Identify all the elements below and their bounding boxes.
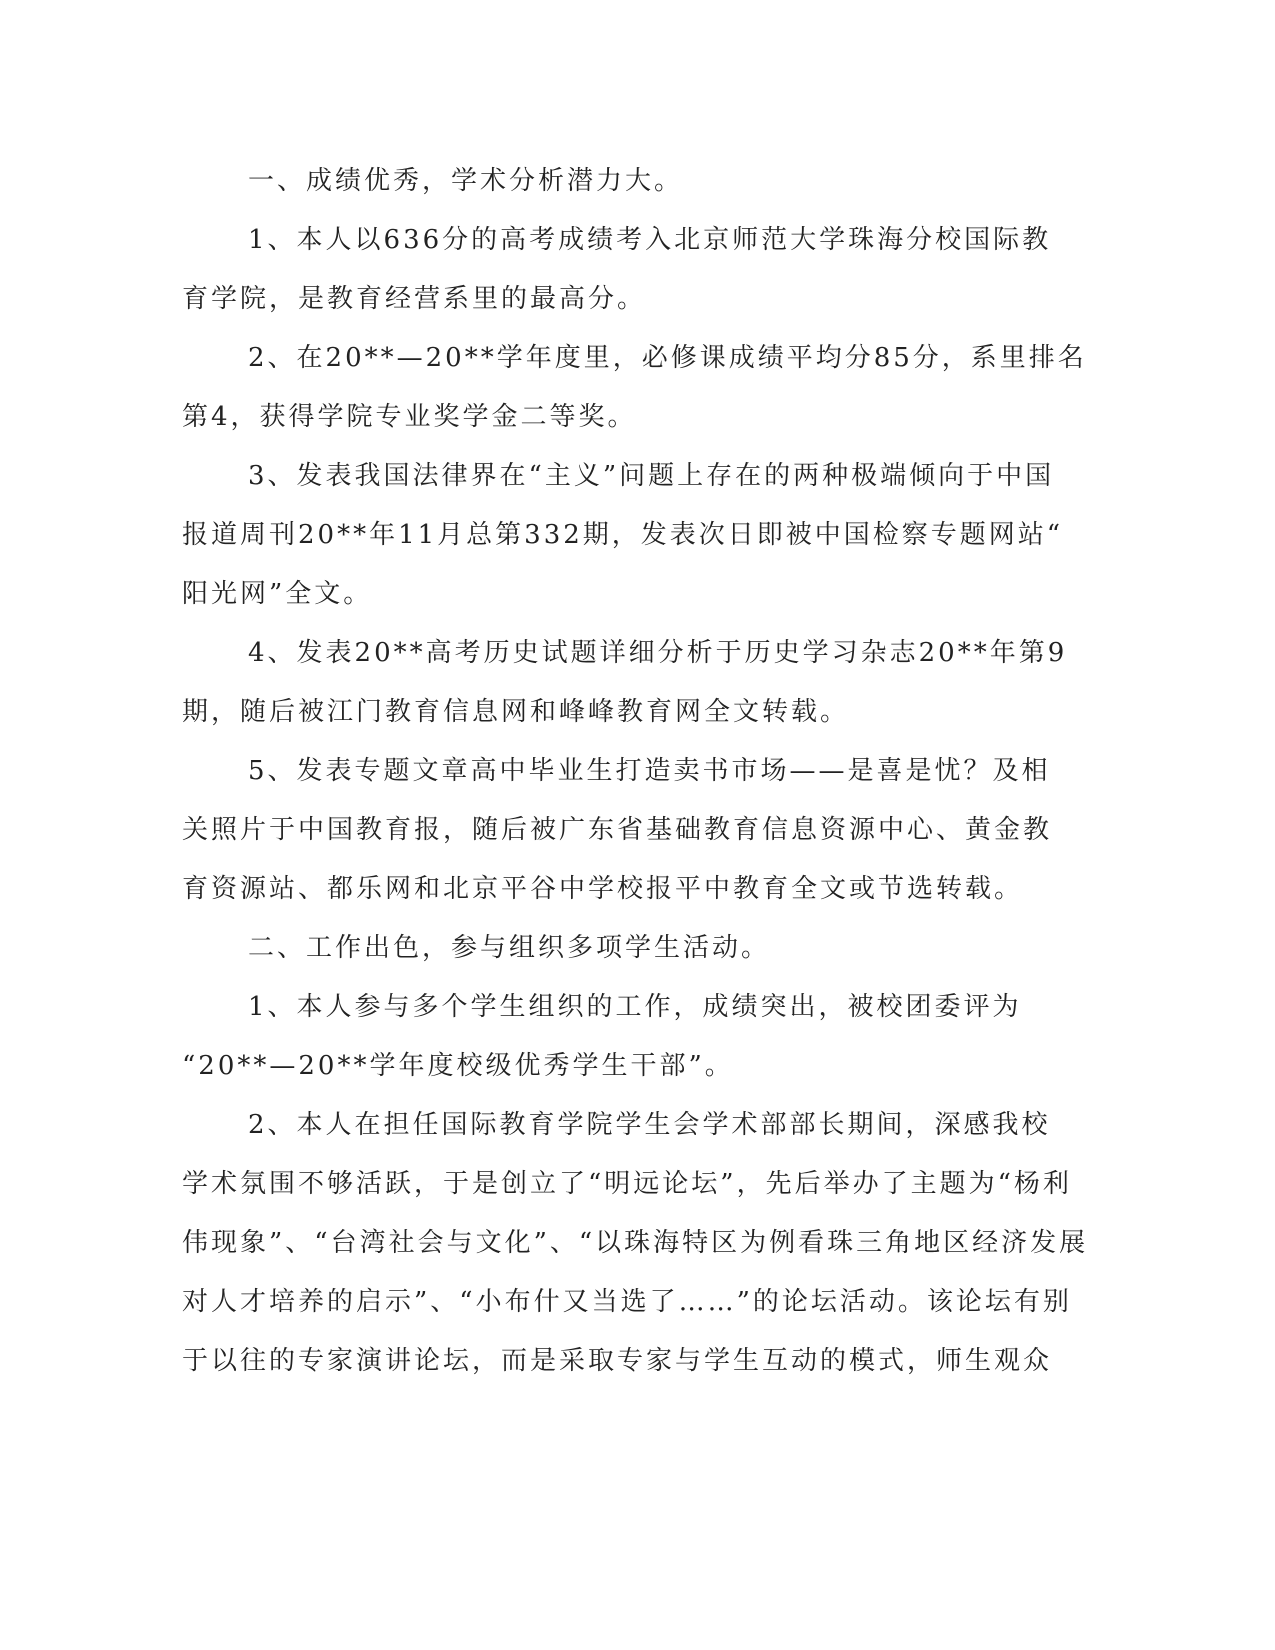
paragraph-item-4 (182, 624, 1068, 742)
text-line: 5、发表专题文章高中毕业生打造卖书市场——是喜是忧？及相 (248, 756, 1051, 786)
text-line: 4、发表20**高考历史试题详细分析于历史学习杂志20**年第9 (248, 638, 1068, 668)
section-heading-work (182, 919, 1042, 978)
text-line: 阳光网”全文。 (182, 579, 373, 609)
text-line: 一、成绩优秀，学术分析潜力大。 (248, 166, 684, 196)
text-line: “20**—20**学年度校级优秀学生干部”。 (182, 1051, 734, 1081)
text-line: 3、发表我国法律界在“主义”问题上存在的两种极端倾向于中国 (248, 461, 1055, 491)
section-heading-academic (182, 152, 1042, 211)
text-line: 关照片于中国教育报，随后被广东省基础教育信息资源中心、黄金教 (182, 815, 1053, 845)
text-line: 2、在20**—20**学年度里，必修课成绩平均分85分，系里排名 (248, 343, 1087, 373)
text-line: 育资源站、都乐网和北京平谷中学校报平中教育全文或节选转载。 (182, 874, 1024, 904)
text-line: 伟现象”、“台湾社会与文化”、“以珠海特区为例看珠三角地区经济发展 (182, 1228, 1089, 1258)
text-line: 第4，获得学院专业奖学金二等奖。 (182, 402, 637, 432)
text-line: 育学院，是教育经营系里的最高分。 (182, 284, 647, 314)
text-line: 二、工作出色，参与组织多项学生活动。 (248, 933, 771, 963)
paragraph-item-1 (182, 211, 1052, 329)
text-line: 期，随后被江门教育信息网和峰峰教育网全文转载。 (182, 697, 850, 727)
text-line: 对人才培养的启示”、“小布什又当选了……”的论坛活动。该论坛有别 (182, 1287, 1072, 1317)
text-line: 2、本人在担任国际教育学院学生会学术部部长期间，深感我校 (248, 1110, 1051, 1140)
text-line: 1、本人以636分的高考成绩考入北京师范大学珠海分校国际教 (248, 225, 1052, 255)
text-line: 1、本人参与多个学生组织的工作，成绩突出，被校团委评为 (248, 992, 1022, 1022)
paragraph-item-5 (182, 742, 1053, 919)
paragraph-item-3 (182, 447, 1064, 624)
paragraph-work-item-1 (182, 978, 1042, 1096)
text-line: 学术氛围不够活跃，于是创立了“明远论坛”，先后举办了主题为“杨利 (182, 1169, 1072, 1199)
text-line: 于以往的专家演讲论坛，而是采取专家与学生互动的模式，师生观众 (182, 1346, 1053, 1376)
text-line: 报道周刊20**年11月总第332期，发表次日即被中国检察专题网站“ (182, 520, 1064, 550)
document-body (182, 152, 1089, 1391)
paragraph-work-item-2 (182, 1096, 1089, 1391)
paragraph-item-2 (182, 329, 1087, 447)
